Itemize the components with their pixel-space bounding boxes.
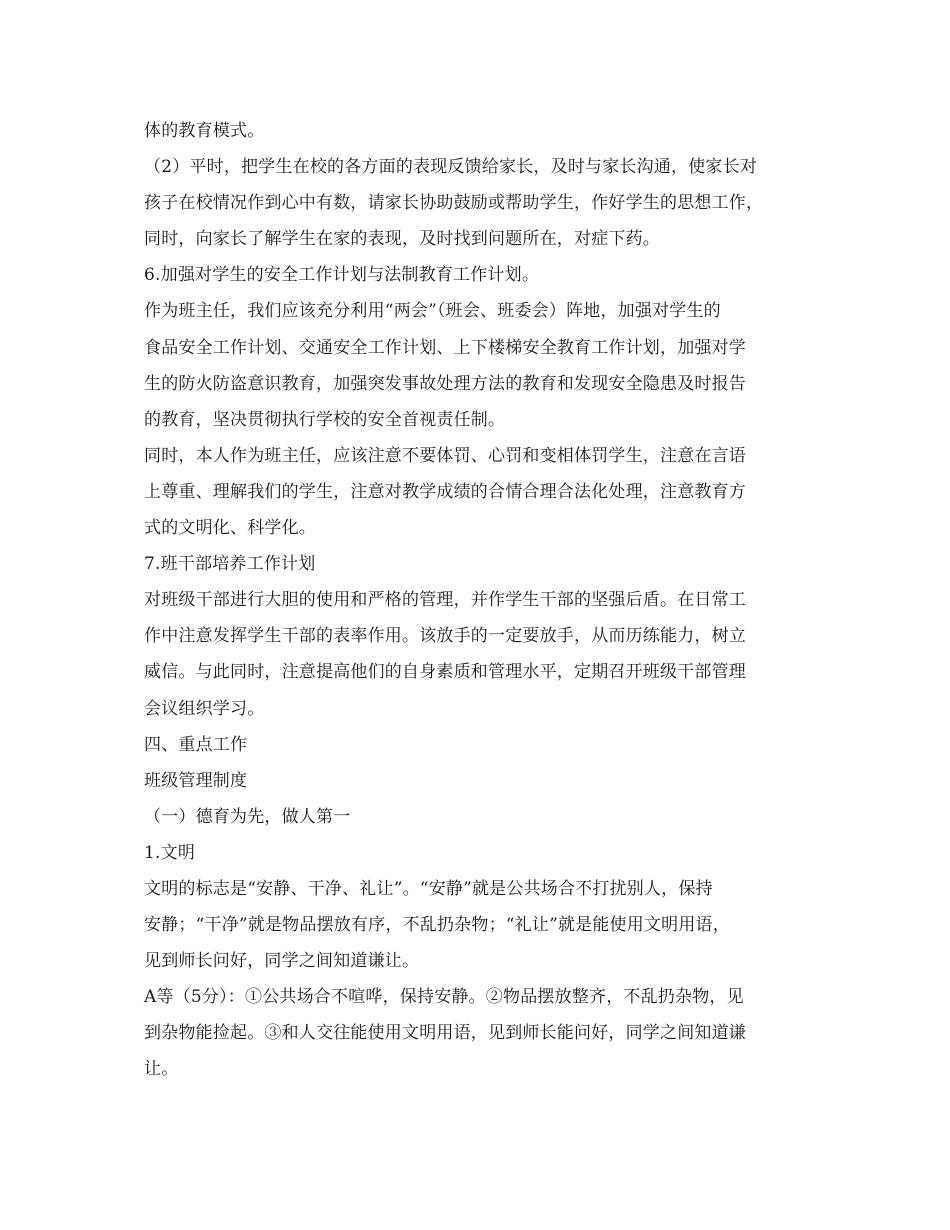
text-line: 见到师长问好，同学之间知道谦让。 (144, 951, 420, 972)
text-line: 威信。与此同时，注意提高他们的自身素质和管理水平，定期召开班级干部管理 (144, 662, 746, 683)
section-heading: 1.文明 (144, 842, 196, 863)
text-line: 生的防火防盗意识教育，加强突发事故处理方法的教育和发现安全隐患及时报告 (144, 373, 746, 394)
section-heading: 6.加强对学生的安全工作计划与法制教育工作计划。 (144, 265, 540, 286)
text-line: 同时，本人作为班主任，应该注意不要体罚、心罚和变相体罚学生，注意在言语 (144, 445, 746, 466)
text-line: 文明的标志是“安静、干净、礼让”。“安静”就是公共场合不打扰别人，保持 (144, 878, 713, 899)
text-line: A等（5分）：①公共场合不喧哗，保持安静。②物品摆放整齐，不乱扔杂物，见 (144, 987, 744, 1008)
section-heading: 四、重点工作 (144, 734, 248, 755)
document-body (144, 113, 814, 1088)
text-line: 的教育，坚决贯彻执行学校的安全首视责任制。 (144, 409, 506, 430)
section-heading: 班级管理制度 (144, 770, 248, 791)
text-line: 会议组织学习。 (144, 698, 265, 719)
text-line: 作中注意发挥学生干部的表率作用。该放手的一定要放手，从而历练能力，树立 (144, 626, 746, 647)
text-line: 对班级干部进行大胆的使用和严格的管理，并作学生干部的坚强后盾。在日常工 (144, 590, 746, 611)
text-line: 孩子在校情况作到心中有数，请家长协助鼓励或帮助学生，作好学生的思想工作， (144, 193, 764, 214)
text-line: 食品安全工作计划、交通安全工作计划、上下楼梯安全教育工作计划，加强对学 (144, 337, 746, 358)
text-line: 同时，向家长了解学生在家的表现，及时找到问题所在，对症下药。 (144, 229, 660, 250)
text-line: 体的教育模式。 (144, 121, 265, 141)
text-line: 式的文明化、科学化。 (144, 518, 316, 539)
text-line: 作为班主任，我们应该充分利用“两会”（班会、班委会）阵地，加强对学生的 (144, 301, 721, 322)
section-heading: （一）德育为先，做人第一 (144, 806, 351, 827)
section-heading: 7.班干部培养工作计划 (144, 554, 316, 575)
text-line: 到杂物能捡起。③和人交往能使用文明用语，见到师长能问好，同学之间知道谦 (144, 1023, 746, 1044)
text-line: 让。 (144, 1059, 179, 1080)
text-line: （2）平时，把学生在校的各方面的表现反馈给家长，及时与家长沟通，使家长对 (144, 157, 758, 178)
text-line: 安静；“干净”就是物品摆放有序，不乱扔杂物；“礼让”就是能使用文明用语， (144, 915, 730, 936)
text-line: 上尊重、理解我们的学生，注意对教学成绩的合情合理合法化处理，注意教育方 (144, 481, 746, 502)
